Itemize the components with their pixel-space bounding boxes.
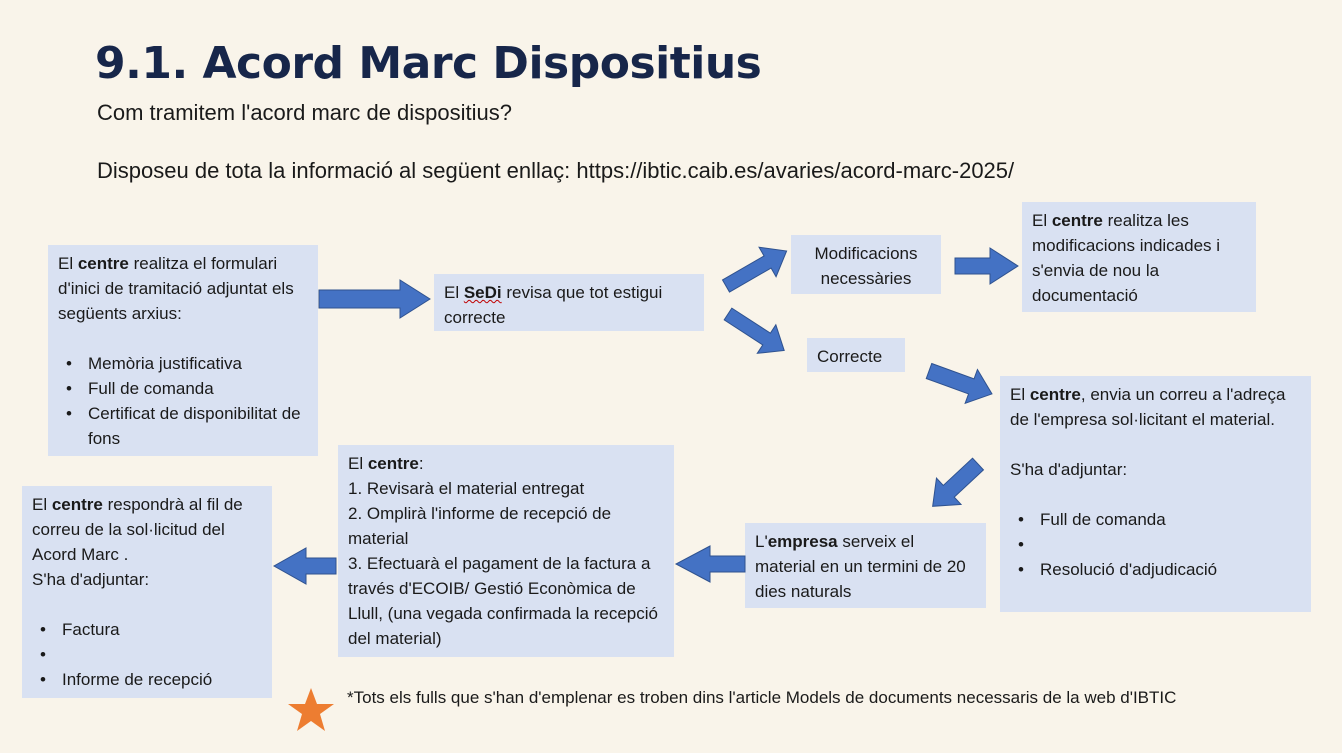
list-item: • Factura <box>32 617 262 642</box>
step-centre-revisa: El centre: 1. Revisarà el material entregat 2. Omplirà l'informe de recepció de material 3. Efectuarà el pagament de la factura a través d'ECOIB/ Gestió Econòmica de Llull, (una vegada confirmada la recepció del material) <box>338 445 674 657</box>
star-icon <box>286 686 336 736</box>
step-centre-modificacions: El centre realitza les modificacions indicades i s'envia de nou la documentació <box>1022 202 1256 312</box>
list-item: • Full de comanda <box>58 376 308 401</box>
list-item: • Full de comanda <box>1010 507 1301 532</box>
block-arrow-icon <box>274 548 336 584</box>
block-arrow-icon <box>955 248 1018 284</box>
step-sedi-revisa: El SeDi revisa que tot estigui correcte <box>434 274 704 331</box>
block-arrow-icon <box>719 300 794 365</box>
block-arrow-icon <box>718 236 796 300</box>
step-correcte: Correcte <box>807 338 905 372</box>
info-link-line[interactable]: Disposeu de tota la informació al següent enllaç: https://ibtic.caib.es/avaries/acord-marc-2025/ <box>97 158 1015 183</box>
list-item: 3. Efectuarà el pagament de la factura a través d'ECOIB/ Gestió Econòmica de Llull, (una vegada confirmada la recepció del material) <box>348 554 658 648</box>
block-arrow-icon <box>923 354 998 411</box>
block-arrow-icon <box>319 280 430 318</box>
step-centre-respon: El centre respondrà al fil de correu de la sol·licitud del Acord Marc . S'ha d'adjuntar: • Factura • • Informe de recepció <box>22 486 272 698</box>
block-arrow-icon <box>676 546 745 582</box>
list-item: • Memòria justificativa <box>58 351 308 376</box>
list-item: • Informe de recepció <box>32 667 262 692</box>
list-item: 2. Omplirà l'informe de recepció de material <box>348 504 612 548</box>
page-title: 9.1. Acord Marc Dispositius <box>95 38 762 89</box>
subtitle: Com tramitem l'acord marc de dispositius? <box>97 100 513 125</box>
block-arrow-icon <box>920 451 990 520</box>
footnote: *Tots els fulls que s'han d'emplenar es troben dins l'article Models de documents necessaris de la web d'IBTIC <box>347 688 1177 707</box>
list-item: • Resolució d'adjudicació <box>1010 557 1301 582</box>
step-empresa-serveix: L'empresa serveix el material en un termini de 20 dies naturals <box>745 523 986 608</box>
step-centre-correu: El centre, envia un correu a l'adreça de l'empresa sol·licitant el material. S'ha d'adjuntar: • Full de comanda • • Resolució d'adjudicació <box>1000 376 1311 612</box>
list-item: • Certificat de disponibilitat de fons <box>58 401 308 451</box>
step-centre-formulari: El centre realitza el formulari d'inici de tramitació adjuntat els següents arxius: • Memòria justificativa • Full de comanda • Certificat de disponibilitat de fons <box>48 245 318 456</box>
step-modificacions: Modificacions necessàries <box>791 235 941 294</box>
list-item: 1. Revisarà el material entregat <box>348 479 585 498</box>
